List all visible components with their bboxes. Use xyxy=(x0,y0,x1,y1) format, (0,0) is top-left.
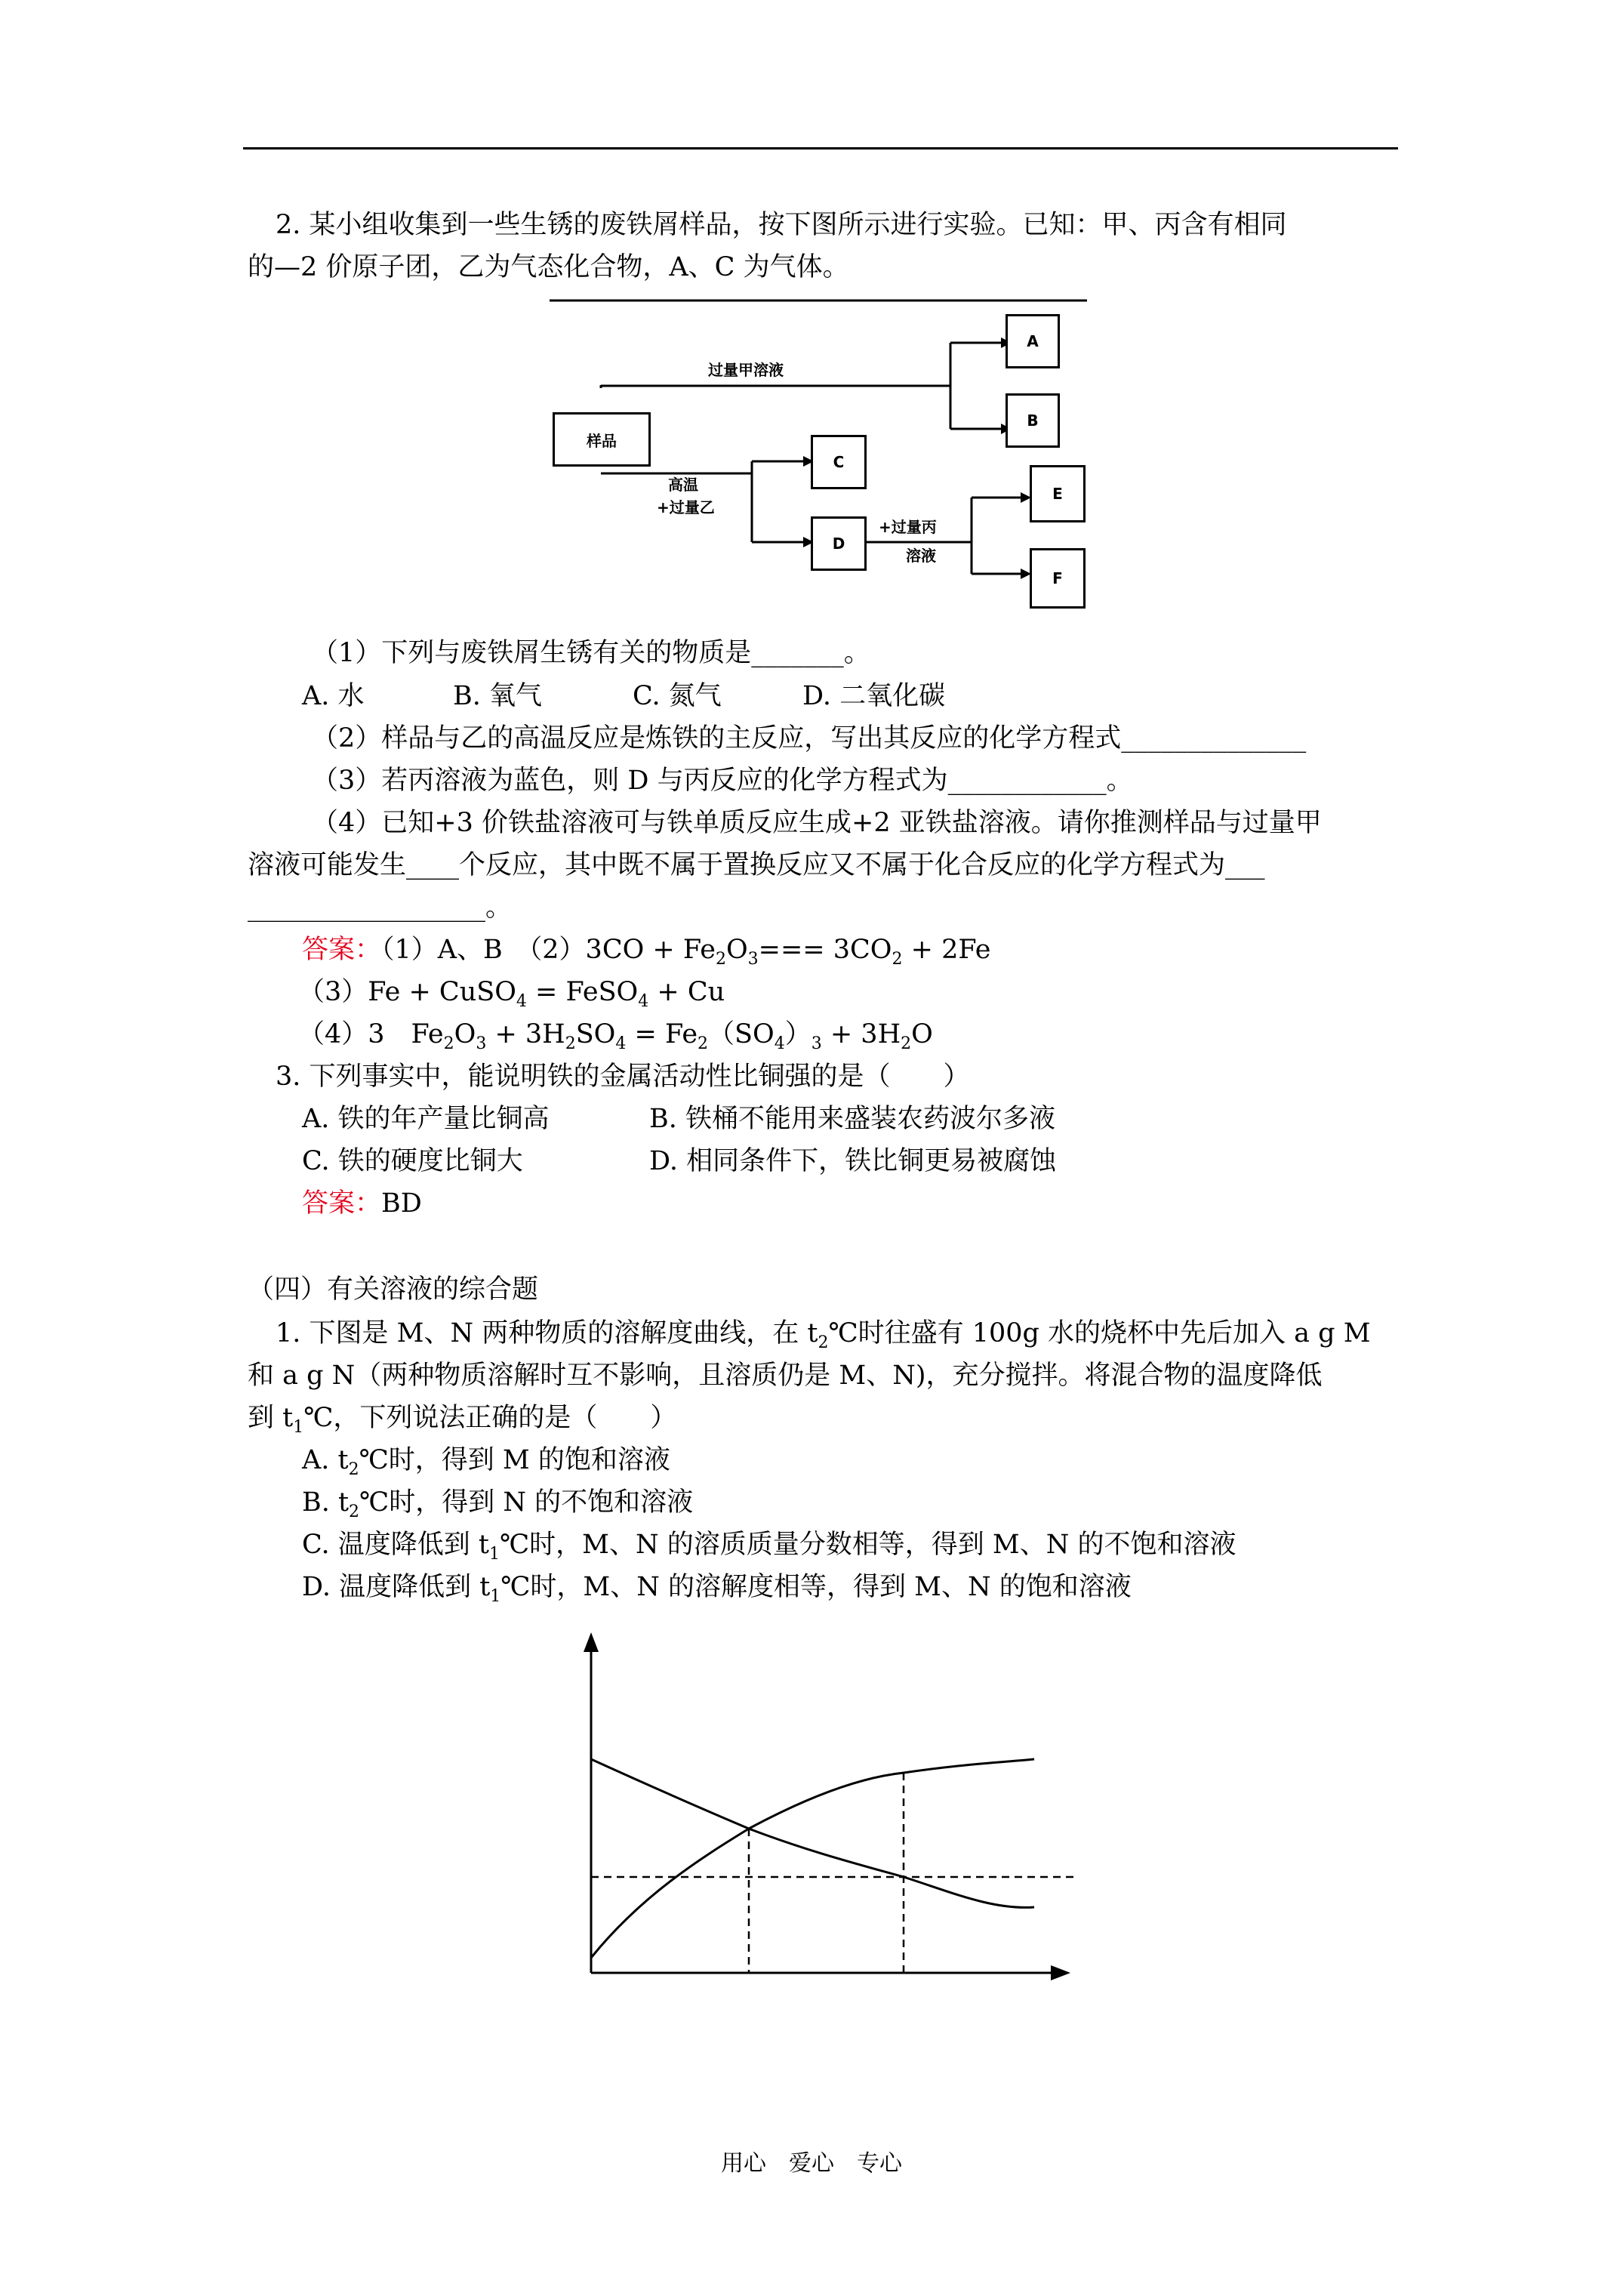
subscript: 2 xyxy=(818,1333,829,1352)
q3-stem: 3. 下列事实中，能说明铁的金属活动性比铜强的是（ ） xyxy=(276,1062,970,1092)
box-b-label: B xyxy=(1027,411,1039,430)
subscript: 2 xyxy=(901,1034,912,1053)
s4-option-b xyxy=(302,1486,693,1519)
ans2-part-c: + Cu xyxy=(648,977,725,1007)
ans3-part-e: = Fe xyxy=(626,1019,698,1049)
ans3-part-b: O xyxy=(454,1019,476,1049)
q2-intro-line1: 2. 某小组收集到一些生锈的废铁屑样品，按下图所示进行实验。已知：甲、丙含有相同 xyxy=(276,210,1287,240)
subscript: 3 xyxy=(476,1034,487,1053)
q2-intro-line2: 的—2 价原子团，乙为气态化合物，A、C 为气体。 xyxy=(248,252,849,282)
subscript: 2 xyxy=(348,1460,359,1479)
s4-q1-line1-b: ℃时往盛有 100g 水的烧杯中先后加入 a g M xyxy=(828,1318,1371,1348)
box-b xyxy=(1006,393,1060,448)
subscript: 2 xyxy=(892,950,903,969)
box-e xyxy=(1030,465,1086,522)
s4-opt-a-1: A. t xyxy=(302,1445,349,1475)
s4-opt-b-1: B. t xyxy=(302,1487,350,1518)
s4-q1-line1-a: 1. 下图是 M、N 两种物质的溶解度曲线，在 t xyxy=(276,1318,818,1348)
box-d-label: D xyxy=(832,535,845,553)
s4-q1-line3-b: ℃，下列说法正确的是（ ） xyxy=(303,1403,677,1433)
section4-title: （四）有关溶液的综合题 xyxy=(248,1274,539,1305)
ans3-part-a: （4）3 Fe xyxy=(298,1019,444,1049)
ans3-part-i: O xyxy=(911,1019,933,1049)
subscript: 2 xyxy=(698,1034,709,1053)
q2-option-d: D. 二氧化碳 xyxy=(802,681,946,711)
subscript: 4 xyxy=(638,992,649,1011)
ans3-part-f: （SO xyxy=(708,1019,775,1049)
s4-q1-line1 xyxy=(276,1317,1371,1350)
box-c xyxy=(811,435,867,489)
box-f-label: F xyxy=(1052,569,1063,587)
answer-label: 答案： xyxy=(302,1188,382,1219)
s4-opt-a-2: ℃时，得到 M 的饱和溶液 xyxy=(359,1445,670,1475)
ans2-part-b: = FeSO xyxy=(526,977,639,1007)
q2-sub4-line2: 溶液可能发生____个反应，其中既不属于置换反应又不属于化合反应的化学方程式为___ xyxy=(248,850,1265,880)
q3-option-d: D. 相同条件下，铁比铜更易被腐蚀 xyxy=(649,1146,1057,1176)
label-high-temp: 高温 xyxy=(668,476,698,494)
ans1-part-c: === 3CO xyxy=(758,935,892,965)
q2-sub3: （3）若丙溶液为蓝色，则 D 与丙反应的化学方程式为____________。 xyxy=(312,766,1133,796)
subscript: 3 xyxy=(747,950,759,969)
subscript: 2 xyxy=(565,1034,576,1053)
s4-opt-d-1: D. 温度降低到 t xyxy=(302,1572,491,1602)
ans1-part-a: （1）A、B （2）3CO + Fe xyxy=(381,935,716,965)
subscript: 4 xyxy=(615,1034,627,1053)
subscript: 4 xyxy=(516,992,527,1011)
q3-answer xyxy=(302,1187,422,1220)
footer: 用心 爱心 专心 xyxy=(721,2150,902,2177)
s4-q1-line3 xyxy=(248,1401,676,1435)
ans3-part-c: + 3H xyxy=(486,1019,565,1049)
ans1-part-b: O xyxy=(725,935,748,965)
q2-sub4-line3: __________________。 xyxy=(248,892,513,923)
header-rule xyxy=(243,147,1398,149)
s4-opt-c-1: C. 温度降低到 t xyxy=(302,1530,489,1560)
s4-q1-line2: 和 a g N（两种物质溶解时互不影响，且溶质仍是 M、N)，充分搅拌。将混合物的温度降低 xyxy=(248,1361,1323,1391)
ans3-part-d: SO xyxy=(575,1019,616,1049)
q3-answer-value: BD xyxy=(381,1188,422,1219)
q2-answer-line1 xyxy=(302,933,991,969)
ans3-part-h: + 3H xyxy=(821,1019,901,1049)
s4-opt-c-2: ℃时，M、N 的溶质质量分数相等，得到 M、N 的不饱和溶液 xyxy=(499,1530,1236,1560)
curve-falling xyxy=(591,1759,1034,1907)
s4-q1-line3-a: 到 t xyxy=(248,1403,294,1433)
box-f xyxy=(1030,548,1086,609)
q2-option-b: B. 氧气 xyxy=(453,681,542,711)
s4-option-a xyxy=(302,1444,670,1477)
subscript: 2 xyxy=(715,950,726,969)
s4-option-c xyxy=(302,1528,1236,1564)
box-a-label: A xyxy=(1027,332,1039,350)
subscript: 2 xyxy=(443,1034,454,1053)
q2-sub4-line1: （4）已知+3 价铁盐溶液可与铁单质反应生成+2 亚铁盐溶液。请你推测样品与过量甲 xyxy=(312,808,1322,838)
s4-opt-d-2: ℃时，M、N 的溶解度相等，得到 M、N 的饱和溶液 xyxy=(500,1572,1132,1602)
subscript: 1 xyxy=(488,1545,500,1564)
subscript: 1 xyxy=(490,1587,501,1606)
q2-sub1: （1）下列与废铁屑生锈有关的物质是_______。 xyxy=(312,638,870,668)
s4-opt-b-2: ℃时，得到 N 的不饱和溶液 xyxy=(359,1487,694,1518)
s4-option-d xyxy=(302,1570,1132,1604)
answer-label: 答案： xyxy=(302,935,382,965)
subscript: 2 xyxy=(349,1502,360,1521)
ans3-part-g: ） xyxy=(784,1019,812,1049)
q2-sub2: （2）样品与乙的高温反应是炼铁的主反应，写出其反应的化学方程式______________ xyxy=(312,723,1307,754)
q2-option-c: C. 氮气 xyxy=(633,681,722,711)
label-excess-jia: 过量甲溶液 xyxy=(708,361,784,379)
label-solution: 溶液 xyxy=(906,547,936,565)
subscript: 3 xyxy=(811,1034,822,1053)
q2-answer-line3 xyxy=(298,1018,933,1051)
solubility-figure xyxy=(559,1631,1087,2054)
q3-option-c: C. 铁的硬度比铜大 xyxy=(302,1146,523,1176)
label-excess-yi: +过量乙 xyxy=(657,498,715,516)
box-a xyxy=(1006,314,1060,368)
q2-option-a: A. 水 xyxy=(302,681,365,711)
box-d xyxy=(811,516,867,571)
q3-option-b: B. 铁桶不能用来盛装农药波尔多液 xyxy=(649,1104,1055,1134)
ans1-part-d: + 2Fe xyxy=(902,935,991,965)
subscript: 1 xyxy=(293,1418,304,1437)
flowchart xyxy=(550,299,1087,613)
q2-answer-line2 xyxy=(298,975,725,1009)
sample-label: 样品 xyxy=(587,431,617,450)
label-excess-bing: +过量丙 xyxy=(879,518,937,536)
subscript: 4 xyxy=(774,1034,785,1053)
ans2-part-a: （3）Fe + CuSO xyxy=(298,977,516,1007)
sample-box xyxy=(553,412,651,467)
box-c-label: C xyxy=(833,453,845,471)
q3-option-a: A. 铁的年产量比铜高 xyxy=(302,1104,550,1134)
box-e-label: E xyxy=(1052,485,1063,503)
